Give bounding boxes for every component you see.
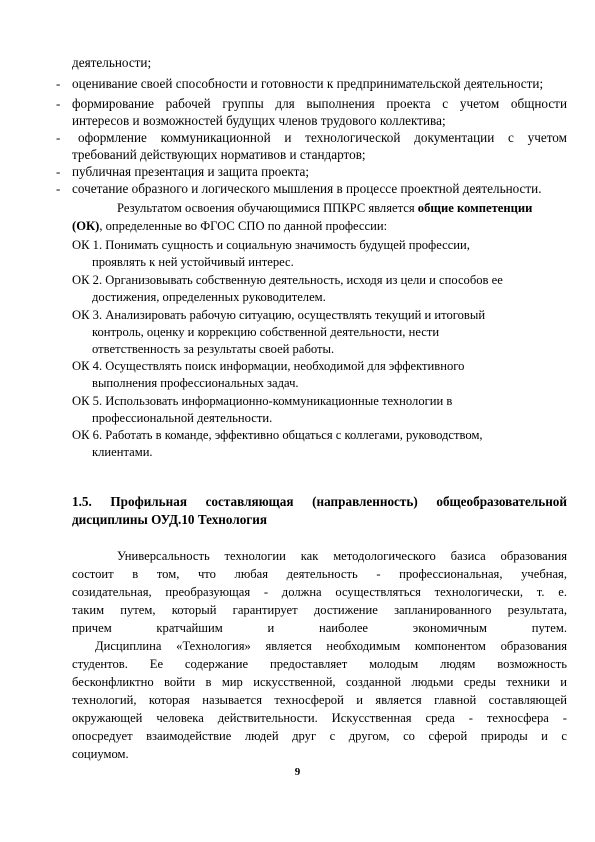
section-heading-continuation: дисциплины ОУД.10 Технология: [72, 512, 268, 527]
paragraph-line: технологий, которая называется техносферой и является главной составляющей: [72, 693, 567, 707]
ok-intro-bold: общие компетенции: [417, 201, 533, 215]
paragraph-line: Дисциплина «Технология» является необходимым компонентом образования: [95, 639, 567, 653]
ok-intro-line: [72, 218, 387, 234]
list-item: сочетание образного и логического мышления в процессе проектной деятельности.: [72, 181, 542, 196]
ok-intro-text: , определенные во ФГОС СПО по данной профессии:: [99, 219, 388, 233]
ok-item: ОК 5. Использовать информационно-коммуникационные технологии в: [72, 394, 453, 408]
ok-item-continuation: контроль, оценку и коррекцию собственной деятельности, нести: [92, 325, 440, 339]
paragraph-line: окружающей человека действительности. Искусственная среда - техносфера -: [72, 711, 567, 725]
list-continuation: деятельности;: [72, 55, 152, 70]
list-dash: -: [56, 76, 61, 91]
list-dash: -: [56, 164, 61, 179]
ok-intro-text: Результатом освоения обучающимися ППКРС является: [117, 201, 418, 215]
paragraph-line: Универсальность технологии как методологического базиса образования: [117, 549, 567, 563]
ok-item: ОК 3. Анализировать рабочую ситуацию, осуществлять текущий и итоговый: [72, 308, 486, 322]
paragraph-line: созидательная, преобразующая - должна осуществляться технологически, т. е.: [72, 585, 567, 599]
page-number: 9: [294, 766, 301, 778]
ok-item: ОК 4. Осуществлять поиск информации, необходимой для эффективного: [72, 359, 465, 373]
ok-item-continuation: клиентами.: [92, 445, 153, 459]
paragraph-line: причем кратчайшим и наиболее экономичным путем.: [72, 621, 567, 635]
list-item-continuation: требований действующих нормативов и стандартов;: [72, 147, 366, 162]
list-dash: -: [56, 96, 61, 111]
ok-item-continuation: выполнения профессиональных задач.: [92, 376, 299, 390]
ok-item-continuation: профессиональной деятельности.: [92, 411, 273, 425]
list-item-continuation: интересов и возможностей будущих членов трудового коллектива;: [72, 113, 446, 128]
paragraph-line: таким путем, который гарантирует достижение запланированного результата,: [72, 603, 567, 617]
paragraph-line: студентов. Ее содержание предоставляет молодым людям возможность: [72, 657, 567, 671]
ok-item: ОК 6. Работать в команде, эффективно общаться с коллегами, руководством,: [72, 428, 483, 442]
ok-item-continuation: ответственность за результаты своей работы.: [92, 342, 335, 356]
paragraph-line: бесконфликтно войти в мир искусственной, созданной людьми среды техники и: [72, 675, 567, 689]
section-heading: 1.5. Профильная составляющая (направленность) общеобразовательной: [72, 494, 567, 509]
list-item: оформление коммуникационной и технологической документации с учетом: [78, 130, 567, 145]
list-item: оценивание своей способности и готовности к предпринимательской деятельности;: [72, 76, 544, 91]
list-item: публичная презентация и защита проекта;: [72, 164, 310, 179]
ok-abbrev: (ОК): [72, 219, 100, 233]
paragraph-line: состоит в том, что любая деятельность - профессиональная, учебная,: [72, 567, 567, 581]
ok-item-continuation: проявлять к ней устойчивый интерес.: [92, 255, 294, 269]
ok-item-continuation: достижения, определенных руководителем.: [92, 290, 326, 304]
list-item: формирование рабочей группы для выполнения проекта с учетом общности: [72, 96, 567, 111]
list-dash: -: [56, 181, 61, 196]
list-dash: -: [56, 130, 61, 145]
ok-item: ОК 1. Понимать сущность и социальную значимость будущей профессии,: [72, 238, 470, 252]
paragraph-line: опосредует взаимодействие людей друг с другом, со сферой природы и с: [72, 729, 567, 743]
paragraph-line: социумом.: [72, 747, 129, 761]
ok-intro-line: [117, 200, 532, 216]
ok-item: ОК 2. Организовывать собственную деятельность, исходя из цели и способов ее: [72, 273, 503, 287]
